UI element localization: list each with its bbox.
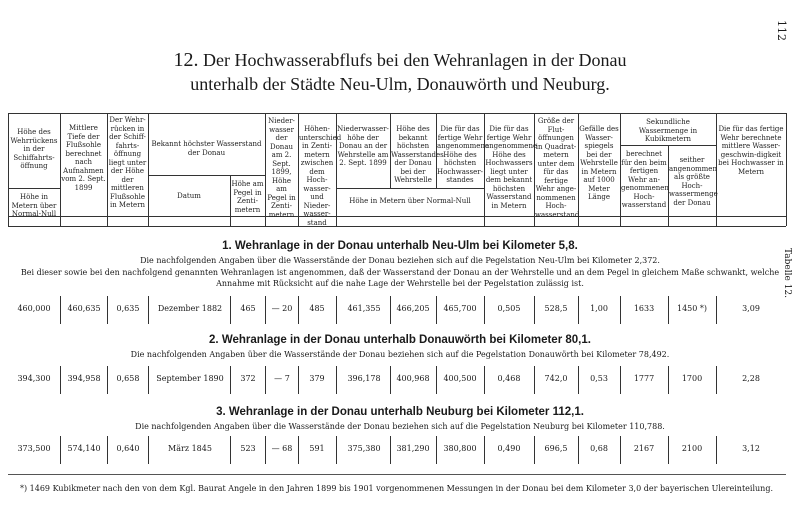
table-cell: 461,355 <box>347 304 381 313</box>
col-rule <box>148 113 149 226</box>
table-cell: 2167 <box>633 444 655 453</box>
table-cell: 0,658 <box>116 374 140 383</box>
col-rule <box>786 113 787 226</box>
table-cell: 394,958 <box>67 374 101 383</box>
row-separator <box>265 436 266 464</box>
table-cell: 696,5 <box>544 444 568 453</box>
table-cell: 574,140 <box>67 444 101 453</box>
row-separator <box>230 296 231 324</box>
header-wehrruecken-unter: Der Wehr-rücken in der Schiff-fahrts-öffnung liegt unter der Höhe der mittleren Flußsohle in Metern <box>108 116 147 209</box>
row-separator <box>436 366 437 394</box>
header-flutoeffnungen: Größe der Flut-öffnungen in Quadrat-metern unter dem für das fertige Wehr ange-nommenen Hoch-wasserstand <box>535 117 580 219</box>
row-separator <box>390 296 391 324</box>
table-cell: 485 <box>309 304 325 313</box>
footnote-rule <box>8 474 786 475</box>
row-separator <box>60 296 61 324</box>
header-hoehe-nn-1: Höhe in Metern über Normal-Null <box>11 193 57 218</box>
row-separator <box>230 436 231 464</box>
table-cell: 465,700 <box>443 304 477 313</box>
table-cell: 460,000 <box>17 304 51 313</box>
row-separator <box>484 366 485 394</box>
row-separator <box>578 366 579 394</box>
header-hoechster-wasserstand-wehr: Höhe des bekannt höchsten Wasserstandes der Donau bei der Wehrstelle <box>391 125 444 184</box>
header-hoehenunterschied: Höhen-unterschied in Zenti-metern zwischen dem Hoch-wasser- und Nieder-wasser-stand <box>299 125 342 227</box>
row-separator <box>336 296 337 324</box>
table-cell: 591 <box>309 444 325 453</box>
col4-split-rule <box>148 175 265 176</box>
table-side-label: Tabelle 12. <box>781 247 792 299</box>
section-1-title: 1. Wehranlage in der Donau unterhalb Neu-Ulm bei Kilometer 5,8. <box>222 240 578 252</box>
row-separator <box>390 366 391 394</box>
table-cell: — 20 <box>271 304 293 313</box>
header-angenommene-hoehe: Die für das fertige Wehr angenommene Höhe des höchsten Hochwasser-standes <box>437 125 490 184</box>
header-berechnet: berechnet für den beim fertigen Wehr an-genommenen Hoch-wasserstand <box>621 150 669 209</box>
table-cell: 1633 <box>633 304 655 313</box>
section-2-title: 2. Wehranlage in der Donau unterhalb Donauwörth bei Kilometer 80,1. <box>209 334 591 346</box>
table-cell: 380,800 <box>443 444 477 453</box>
table-cell: 381,290 <box>396 444 430 453</box>
col-rule <box>8 113 9 226</box>
title-number: 12. <box>173 49 199 71</box>
row-separator <box>668 366 669 394</box>
table-cell: 3,09 <box>742 304 760 313</box>
header-niederwasser-pegel: Nieder-wasser der Donau am 2. Sept. 1899, Höhe am Pegel in Zenti-metern <box>267 117 296 219</box>
table-cell: 3,12 <box>742 444 760 453</box>
header-geschwindigkeit: Die für das fertige Wehr berechnete mittlere Wasser-geschwin-digkeit bei Hochwasser in Metern <box>718 125 784 176</box>
row-separator <box>265 366 266 394</box>
row-separator <box>148 296 149 324</box>
table-cell: Dezember 1882 <box>157 304 223 313</box>
row-separator <box>298 436 299 464</box>
table-cell: 466,205 <box>396 304 430 313</box>
row-separator <box>534 296 535 324</box>
row-separator <box>107 436 108 464</box>
table-cell: 2100 <box>681 444 703 453</box>
row-separator <box>298 296 299 324</box>
table-cell: 0,468 <box>497 374 521 383</box>
row-separator <box>436 436 437 464</box>
row-separator <box>668 436 669 464</box>
header-seither-angenommen: seither angenommen als größte Hoch-wassermenge der Donau <box>669 156 718 207</box>
row-separator <box>336 366 337 394</box>
table-cell: 465 <box>240 304 256 313</box>
row-separator <box>716 366 717 394</box>
row-separator <box>230 366 231 394</box>
header-wehrruecken: Höhe des Wehrrückens in der Schiffahrts-öffnung <box>10 128 58 170</box>
row-separator <box>436 296 437 324</box>
header-datum: Datum <box>177 192 201 200</box>
section-3-note-1: Die nachfolgenden Angaben über die Wasserstände der Donau beziehen sich auf die Pegelstation Neuburg bei Kilometer 110,788. <box>135 422 665 431</box>
header-hoehe-nn-2: Höhe in Metern über Normal-Null <box>349 197 471 205</box>
title-line-2: unterhalb der Städte Neu-Ulm, Donauwörth und Neuburg. <box>190 74 610 94</box>
table-top-rule <box>8 113 786 114</box>
table-cell: 1777 <box>633 374 655 383</box>
section-2-note-1: Die nachfolgenden Angaben über die Wasserstände der Donau beziehen sich auf die Pegelstation Donauwörth bei Kilometer 78,492. <box>130 350 670 359</box>
header-niederwasserhoehe: Niederwasser-höhe der Donau an der Wehrstelle am 2. Sept. 1899 <box>337 125 389 167</box>
row-separator <box>484 296 485 324</box>
row-separator <box>148 436 149 464</box>
row-separator <box>716 296 717 324</box>
header-pegel-hoehe: Höhe am Pegel in Zenti-metern <box>231 180 264 214</box>
col789-split-rule <box>336 188 484 189</box>
section-1-note-3: Annahme mit Rücksicht auf die nahe Lage der Wehrstelle bei der Pegelstation zulässig ist. <box>216 279 584 288</box>
row-separator <box>148 366 149 394</box>
header-mittlere-tiefe: Mittlere Tiefe der Flußsohle berechnet nach Aufnahmen vom 2. Sept. 1899 <box>61 124 106 192</box>
table-cell: 372 <box>240 374 256 383</box>
table-cell: September 1890 <box>156 374 224 383</box>
table-cell: 1700 <box>681 374 703 383</box>
section-3-title: 3. Wehranlage in der Donau unterhalb Neuburg bei Kilometer 112,1. <box>216 406 584 418</box>
table-bottom-rule <box>8 226 786 227</box>
row-separator <box>60 366 61 394</box>
row-separator <box>298 366 299 394</box>
table-cell: 400,968 <box>396 374 430 383</box>
table-cell: 394,300 <box>17 374 51 383</box>
table-cell: 0,53 <box>590 374 608 383</box>
table-cell: 373,500 <box>17 444 51 453</box>
table-cell: 396,178 <box>347 374 381 383</box>
table-cell: 0,640 <box>116 444 140 453</box>
table-cell: 0,490 <box>497 444 521 453</box>
row-separator <box>578 296 579 324</box>
table-header-bottom-rule <box>8 216 786 217</box>
table-cell: 0,635 <box>116 304 140 313</box>
header-hochwasser-unter: Die für das fertige Wehr angenommene Höhe des Hochwassers liegt unter dem bekannt höchsten Wasserstand in Metern <box>485 125 538 210</box>
table-cell: 523 <box>240 444 256 453</box>
table-cell: März 1845 <box>168 444 212 453</box>
table-cell: 0,68 <box>590 444 608 453</box>
row-separator <box>107 296 108 324</box>
page-title <box>0 48 800 72</box>
table-cell: — 68 <box>271 444 293 453</box>
table-cell: 1,00 <box>590 304 608 313</box>
table-cell: 400,500 <box>443 374 477 383</box>
header-hoechster-wasserstand: Bekannt höchster Wasserstand der Donau <box>151 140 262 157</box>
table-cell: 742,0 <box>544 374 568 383</box>
table-cell: 379 <box>309 374 325 383</box>
table-cell: 2,28 <box>742 374 760 383</box>
col13-split-rule <box>620 145 716 146</box>
row-separator <box>534 366 535 394</box>
row-separator <box>716 436 717 464</box>
col1-split-rule <box>8 188 60 189</box>
row-separator <box>336 436 337 464</box>
table-cell: 375,380 <box>347 444 381 453</box>
row-separator <box>620 436 621 464</box>
row-separator <box>620 296 621 324</box>
header-gefaelle: Gefälle des Wasser-spiegels bei der Wehrstelle in Metern auf 1000 Meter Länge <box>579 125 619 201</box>
title-line-1: Der Hochwasserabflufs bei den Wehranlagen in der Donau <box>202 50 627 70</box>
row-separator <box>390 436 391 464</box>
table-cell: — 7 <box>274 374 290 383</box>
section-1-note-1: Die nachfolgenden Angaben über die Wasserstände der Donau beziehen sich auf die Pegelstation Neu-Ulm bei Kilometer 2,372. <box>140 256 660 265</box>
table-cell: 1450 *) <box>676 304 708 313</box>
table-cell: 460,635 <box>67 304 101 313</box>
row-separator <box>484 436 485 464</box>
row-separator <box>620 366 621 394</box>
row-separator <box>265 296 266 324</box>
row-separator <box>107 366 108 394</box>
table-cell: 0,505 <box>497 304 521 313</box>
row-separator <box>668 296 669 324</box>
table-cell: 528,5 <box>544 304 568 313</box>
page-number: 112 <box>775 20 788 41</box>
row-separator <box>578 436 579 464</box>
row-separator <box>60 436 61 464</box>
header-wassermenge: Sekundliche Wassermenge in Kubikmetern <box>638 118 698 143</box>
footnote: *) 1469 Kubikmeter nach den von dem Kgl. Baurat Angele in den Jahren 1899 bis 1901 vorgenommenen Messungen in der Donau bei dem Kilometer 3,0 der bayerischen Ulereinteilung. <box>20 484 773 493</box>
section-1-note-2: Bei dieser sowie bei den nachfolgend genannten Wehranlagen ist angenommen, daß der Wasserstand der Donau an der Wehrstelle und an dem Pegel in gleichem Maße schwankt, welche <box>20 268 780 277</box>
row-separator <box>534 436 535 464</box>
